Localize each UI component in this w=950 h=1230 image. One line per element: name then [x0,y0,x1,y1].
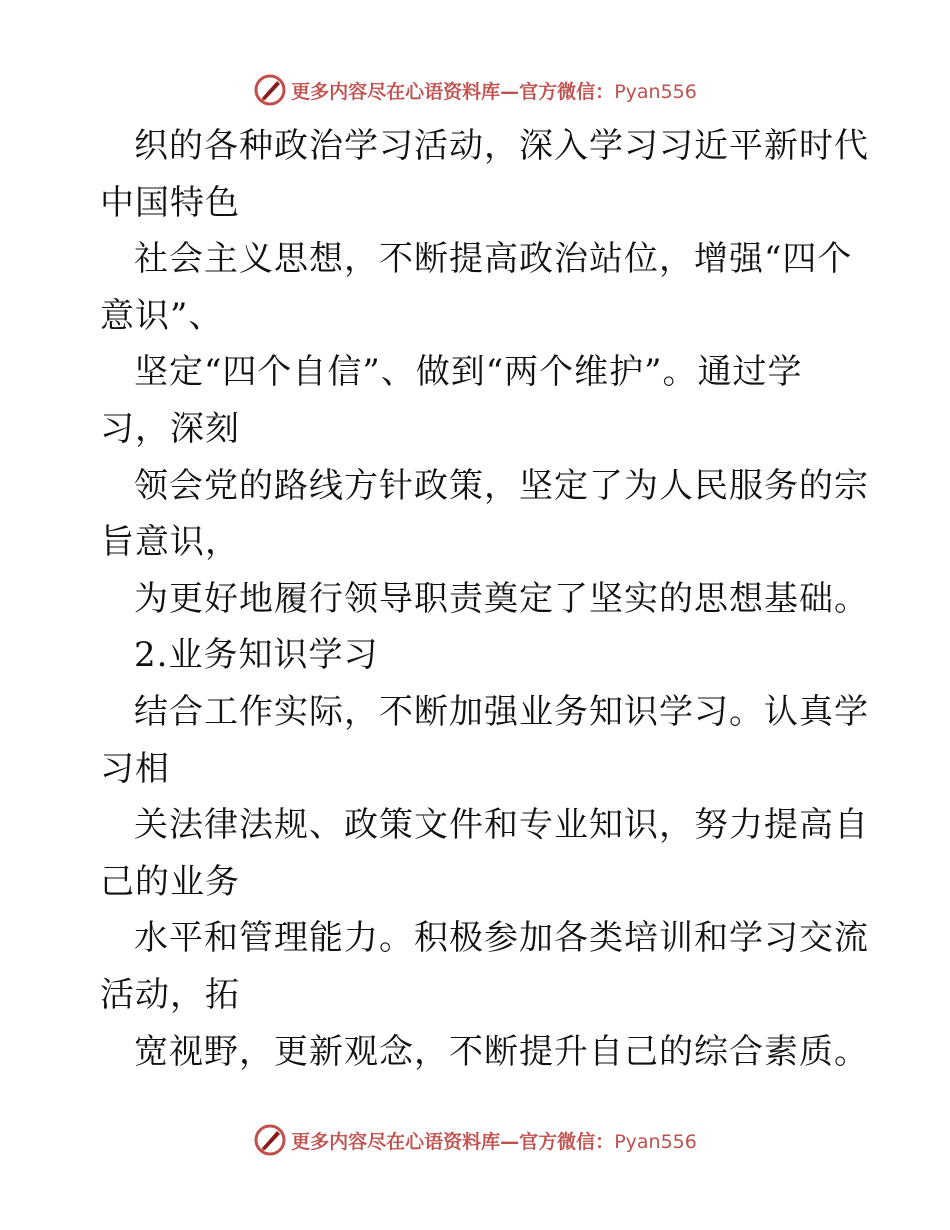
text-line: 社会主义思想，不断提高政治站位，增强“四个 [134,239,853,280]
text-line: 习相 [100,748,170,789]
text-line: 关法律法规、政策文件和专业知识，努力提高自 [134,805,869,846]
text-line: 领会党的路线方针政策，坚定了为人民服务的宗 [134,465,869,506]
text-line: 意识”、 [100,295,224,336]
text-line: 活动，拓 [100,974,240,1015]
quill-pen-logo-icon [253,1123,287,1157]
banner-text: 更多内容尽在心语资料库—官方微信：Pyan556 [291,80,697,103]
text-line: 结合工作实际，不断加强业务知识学习。认真学 [134,691,869,732]
section-heading: 2.业务知识学习 [134,635,379,676]
quill-pen-logo-icon [253,73,287,107]
text-line: 织的各种政治学习活动，深入学习习近平新时代 [134,126,869,166]
text-line: 中国特色 [100,182,240,223]
footer-banner [0,1120,950,1160]
text-line: 坚定“四个自信”、做到“两个维护”。通过学 [134,352,803,393]
text-line: 习，深刻 [100,408,240,449]
document-body [100,118,869,1080]
text-line: 水平和管理能力。积极参加各类培训和学习交流 [134,918,869,959]
text-line: 为更好地履行领导职责奠定了坚实的思想基础。 [134,578,869,619]
header-banner [0,70,950,110]
text-line: 己的业务 [100,861,240,902]
text-line: 宽视野，更新观念，不断提升自己的综合素质。 [134,1031,869,1072]
banner-text: 更多内容尽在心语资料库—官方微信：Pyan556 [291,1130,697,1153]
text-line: 旨意识， [100,522,240,563]
